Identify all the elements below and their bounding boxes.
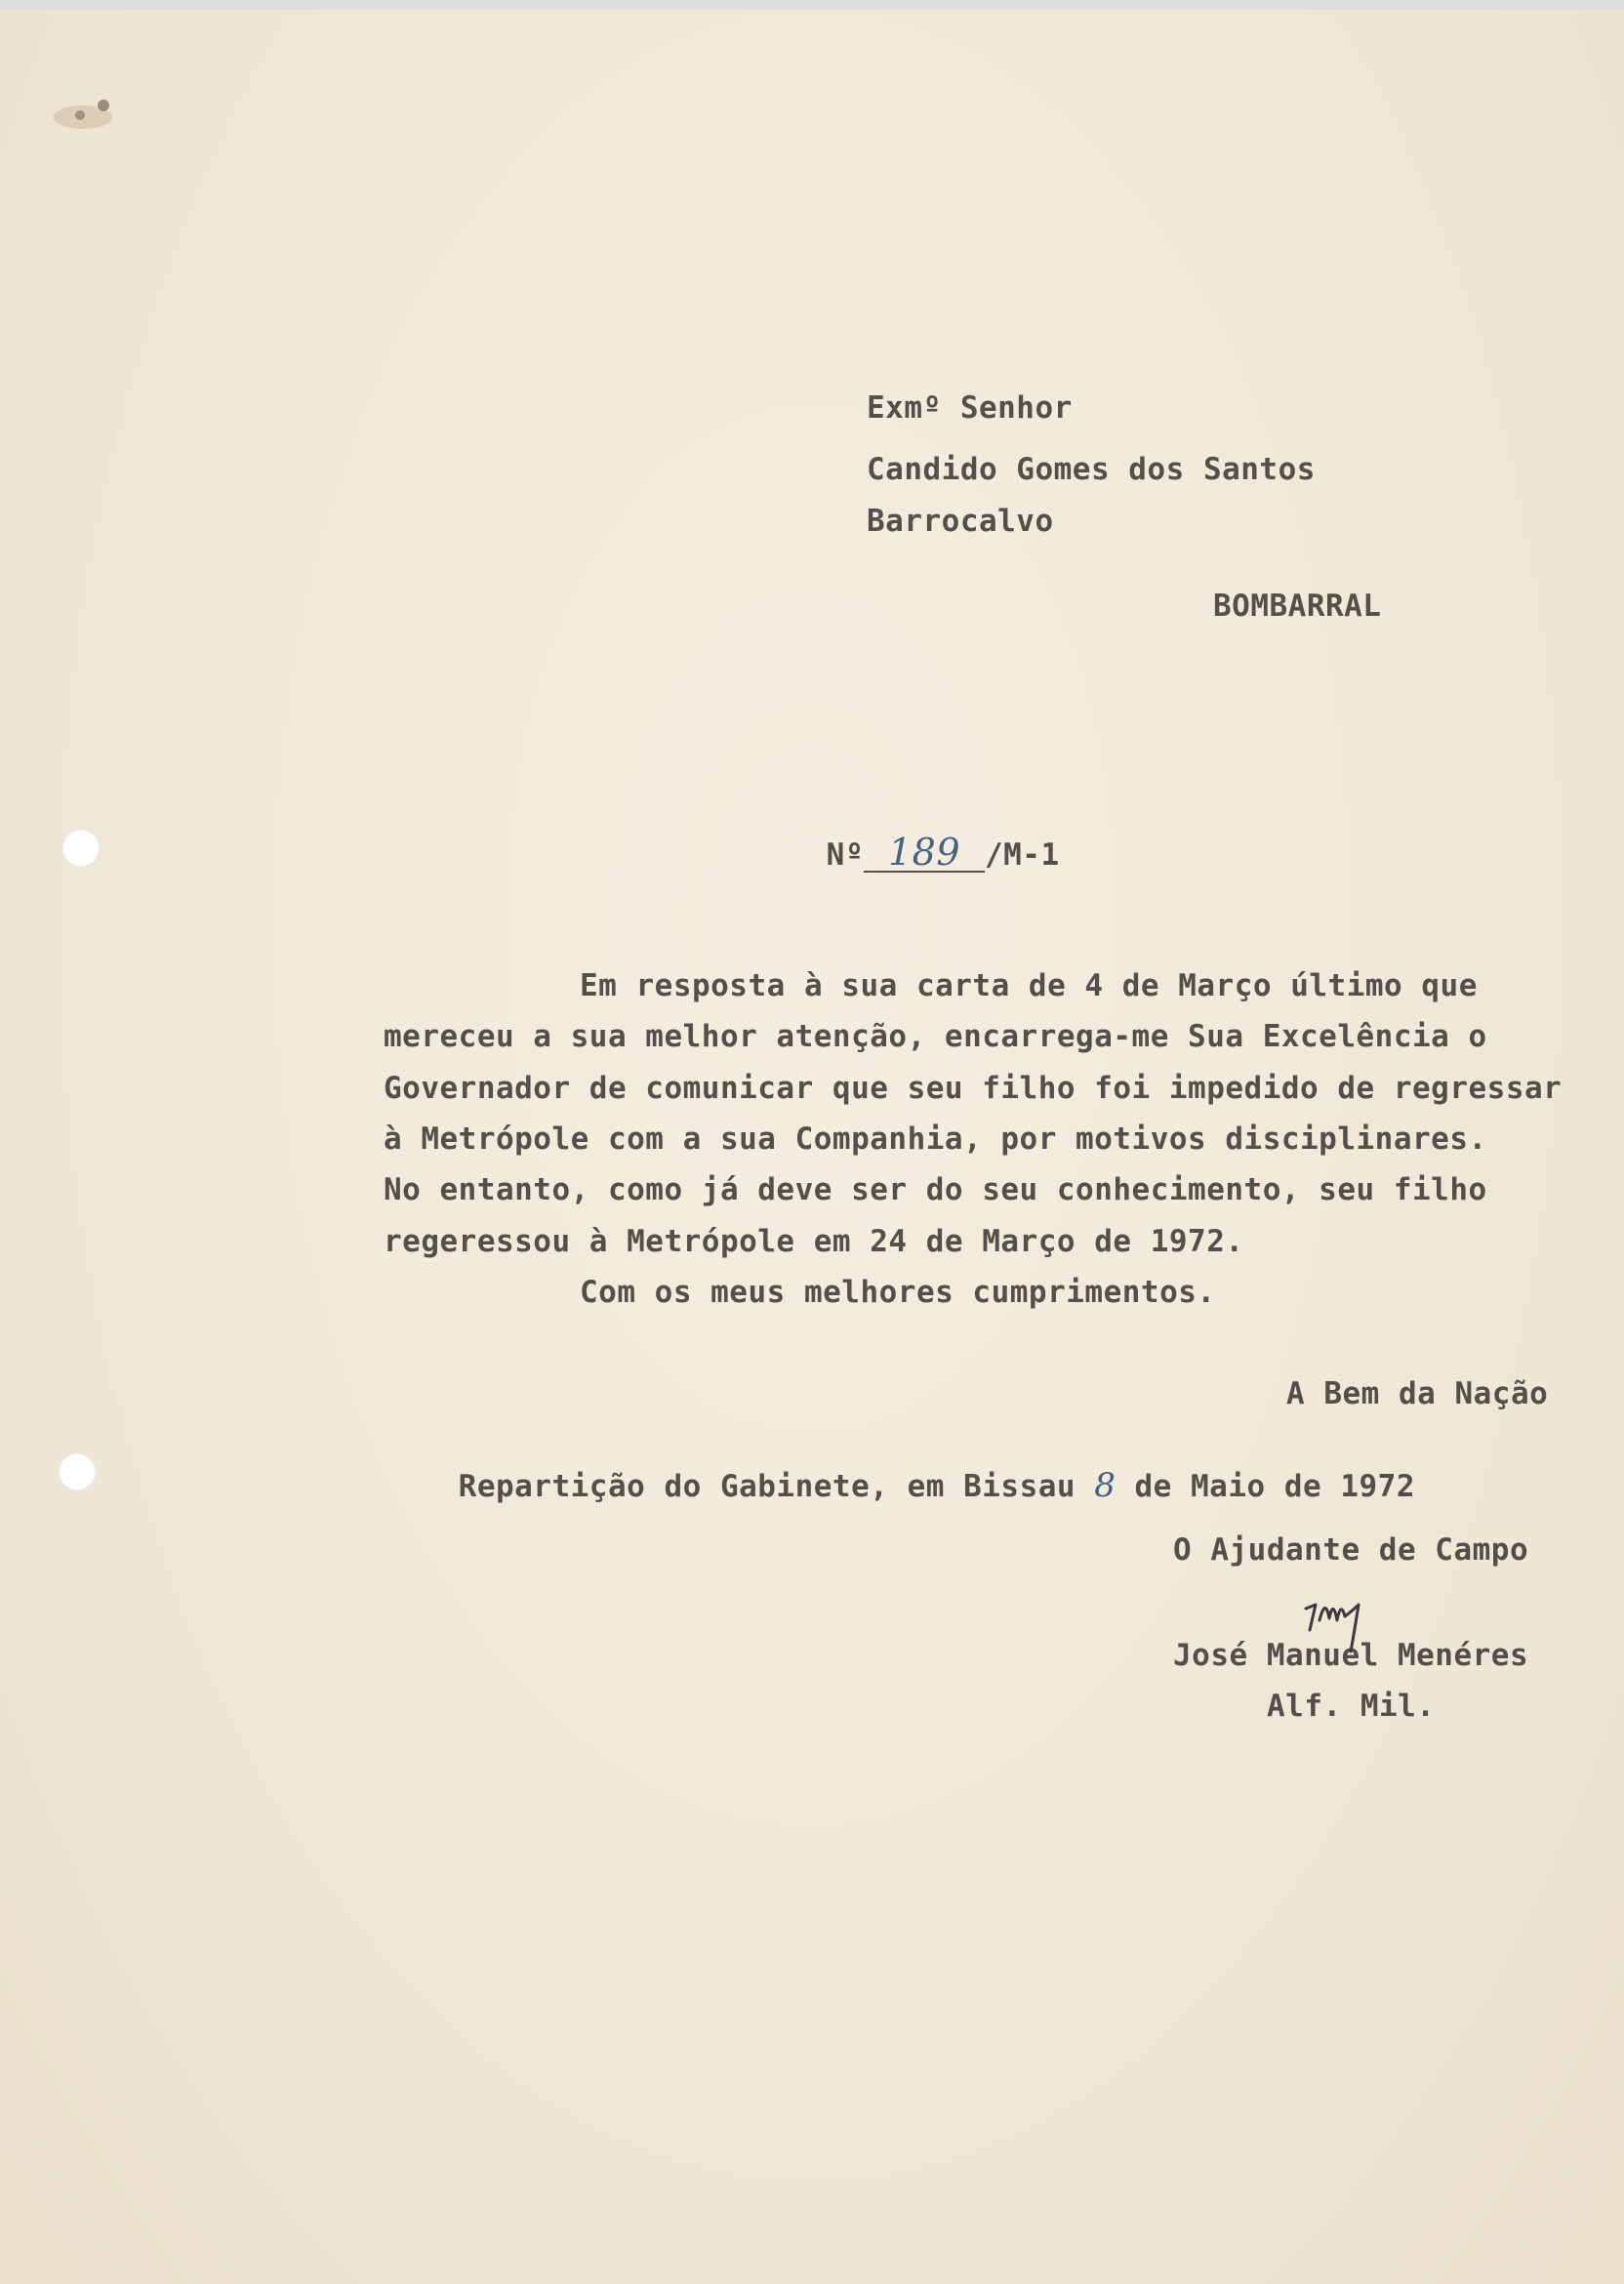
scan-border	[0, 0, 1624, 10]
place-date	[384, 1431, 1415, 1540]
motto: A Bem da Nação	[1286, 1376, 1549, 1411]
reference-handwritten-number: 189	[887, 831, 960, 874]
place-date-handwritten-day: 8	[1094, 1466, 1116, 1505]
reference-number	[751, 798, 1060, 908]
body-line-4: à Metrópole com a sua Companhia, por motivos disciplinares.	[384, 1122, 1487, 1157]
addressee-name: Candido Gomes dos Santos	[867, 452, 1316, 487]
signatory-rank: Alf. Mil.	[1267, 1689, 1436, 1724]
body-line-6: regeressou à Metrópole em 24 de Março de 1972.	[384, 1224, 1244, 1259]
punch-hole-bottom	[58, 1452, 97, 1491]
signatory-role: O Ajudante de Campo	[1173, 1532, 1529, 1568]
reference-prefix: Nº	[826, 837, 864, 873]
punch-hole-top	[61, 829, 101, 868]
place-date-suffix: de Maio de 1972	[1116, 1469, 1415, 1504]
body-line-2: mereceu a sua melhor atenção, encarrega-me Sua Excelência o	[384, 1019, 1487, 1054]
body-line-1: Em resposta à sua carta de 4 de Março último que	[580, 968, 1478, 1003]
place-date-prefix: Repartição do Gabinete, em Bissau	[458, 1469, 1095, 1504]
addressee-salutation: Exmº Senhor	[867, 390, 1073, 426]
signatory-name: José Manuel Menéres	[1173, 1638, 1529, 1673]
reference-suffix: /M-1	[984, 837, 1060, 873]
body-line-5: No entanto, como já deve ser do seu conhecimento, seu filho	[384, 1172, 1487, 1207]
addressee-town: BOMBARRAL	[1213, 589, 1382, 624]
staple-stain-icon	[39, 88, 137, 146]
body-closing: Com os meus melhores cumprimentos.	[580, 1275, 1216, 1310]
letter-page	[0, 10, 1624, 2284]
addressee-locality: Barrocalvo	[867, 504, 1054, 539]
body-line-3: Governador de comunicar que seu filho foi impedido de regressar	[384, 1071, 1563, 1106]
